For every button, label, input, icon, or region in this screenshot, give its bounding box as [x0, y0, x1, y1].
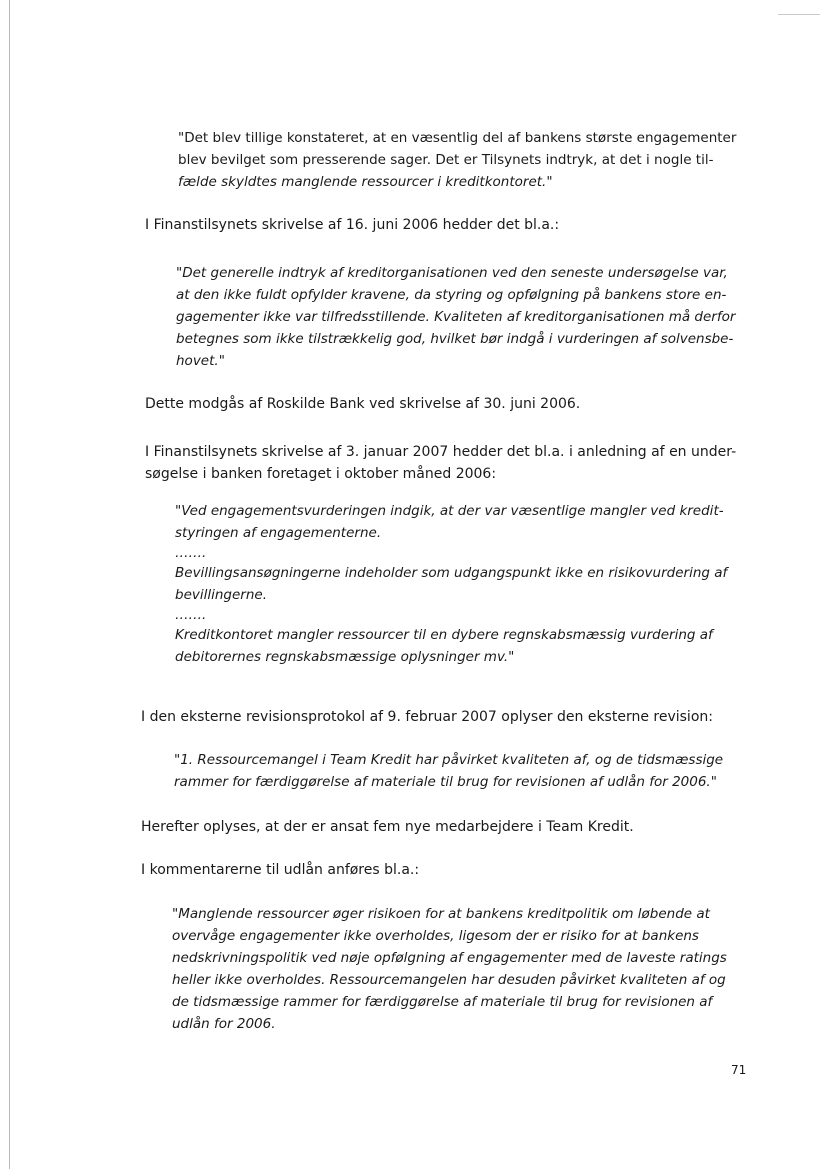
quote-line: blev bevilget som presserende sager. Det er Tilsynets indtryk, at det i nogle til-	[178, 152, 714, 168]
quote-block	[178, 127, 736, 193]
quote-block	[176, 262, 735, 372]
quote-line: "1. Ressourcemangel i Team Kredit har påvirket kvaliteten af, og de tidsmæssige	[174, 752, 724, 768]
quote-line: "Manglende ressourcer øger risikoen for at bankens kreditpolitik om løbende at	[172, 906, 710, 922]
quote-line: gagementer ikke var tilfredsstillende. Kvaliteten af kreditorganisationen må derfor	[176, 309, 736, 325]
quote-line: at den ikke fuldt opfylder kravene, da styring og opfølgning på bankens store en-	[176, 287, 727, 303]
scan-edge-left	[9, 0, 10, 1169]
paragraph-line: I kommentarerne til udlån anføres bl.a.:	[141, 862, 420, 878]
quote-line: hovet."	[176, 353, 225, 369]
quote-line: betegnes som ikke tilstrækkelig god, hvilket bør indgå i vurderingen af solvensbe-	[176, 331, 734, 347]
ellipsis-line: …….	[175, 607, 207, 623]
body-paragraph	[141, 706, 713, 728]
body-paragraph	[141, 859, 419, 881]
quote-line: "Ved engagementsvurderingen indgik, at der var væsentlige mangler ved kredit-	[175, 503, 724, 519]
paragraph-line: I den eksterne revisionsprotokol af 9. februar 2007 oplyser den eksterne revision:	[141, 709, 713, 725]
body-paragraph	[141, 816, 634, 838]
quote-line: de tidsmæssige rammer for færdiggørelse af materiale til brug for revisionen af	[172, 994, 713, 1010]
paragraph-line: Herefter oplyses, at der er ansat fem nye medarbejdere i Team Kredit.	[141, 819, 634, 835]
quote-block	[174, 749, 723, 793]
quote-line: rammer for færdiggørelse af materiale til brug for revisionen af udlån for 2006."	[174, 774, 717, 790]
quote-line: overvåge engagementer ikke overholdes, ligesom der er risiko for at bankens	[172, 928, 699, 944]
paragraph-line: I Finanstilsynets skrivelse af 3. januar 2007 hedder det bl.a. i anledning af en under-	[145, 444, 737, 460]
quote-line: nedskrivningspolitik ved nøje opfølgning af engagementer med de laveste ratings	[172, 950, 727, 966]
quote-line: "Det blev tillige konstateret, at en væsentlig del af bankens største engagementer	[178, 130, 737, 146]
paragraph-line: søgelse i banken foretaget i oktober måned 2006:	[145, 466, 497, 482]
quote-line: Bevillingsansøgningerne indeholder som udgangspunkt ikke en risikovurdering af	[175, 565, 728, 581]
body-paragraph	[145, 441, 736, 485]
page-number: 71	[731, 1063, 747, 1077]
quote-line: udlån for 2006.	[172, 1016, 276, 1032]
quote-line: Kreditkontoret mangler ressourcer til en dybere regnskabsmæssig vurdering af	[175, 627, 713, 643]
quote-line: debitorernes regnskabsmæssige oplysninger mv."	[175, 649, 515, 665]
quote-line: "Det generelle indtryk af kreditorganisationen ved den seneste undersøgelse var,	[176, 265, 728, 281]
quote-block	[175, 500, 727, 668]
quote-line: bevillingerne.	[175, 587, 268, 603]
body-paragraph	[145, 214, 559, 236]
quote-line: heller ikke overholdes. Ressourcemangelen har desuden påvirket kvaliteten af og	[172, 972, 726, 988]
paragraph-line: I Finanstilsynets skrivelse af 16. juni 2006 hedder det bl.a.:	[145, 217, 560, 233]
scan-edge-top	[778, 14, 820, 15]
quote-line: fælde skyldtes manglende ressourcer i kreditkontoret."	[178, 174, 553, 190]
ellipsis-line: …….	[175, 545, 207, 561]
paragraph-line: Dette modgås af Roskilde Bank ved skrivelse af 30. juni 2006.	[145, 396, 581, 412]
quote-line: styringen af engagementerne.	[175, 525, 382, 541]
quote-block	[172, 903, 727, 1035]
body-paragraph	[145, 393, 580, 415]
